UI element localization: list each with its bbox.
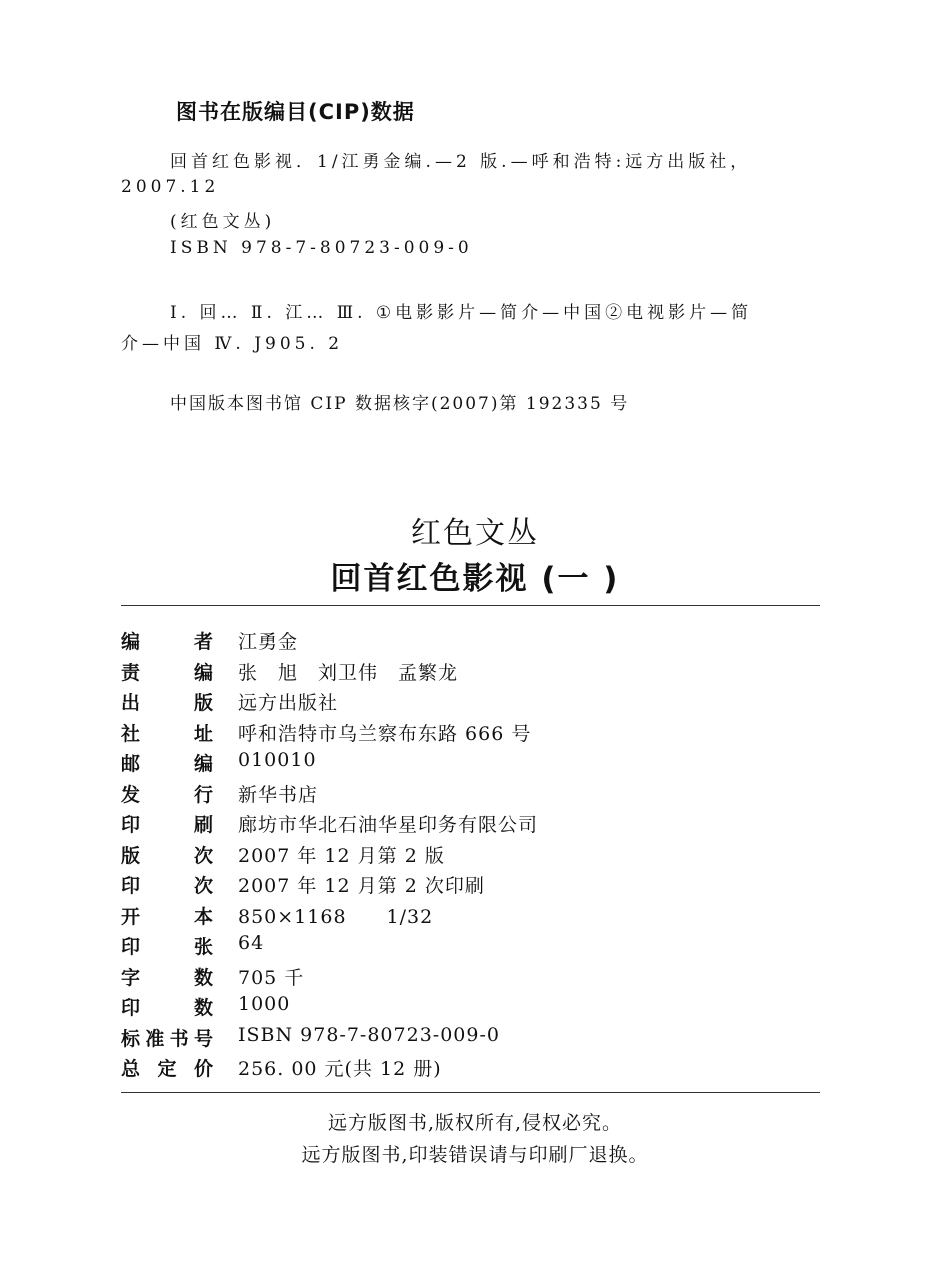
info-label: 编 者 — [121, 631, 213, 653]
info-value: 705 千 — [238, 966, 305, 989]
copyright-notice: 远方版图书,版权所有,侵权必究。 — [327, 1112, 623, 1134]
info-label: 印 张 — [121, 936, 213, 958]
info-row — [121, 688, 820, 718]
info-row — [121, 627, 820, 657]
cip-line-isbn: ISBN 978-7-80723-009-0 — [170, 238, 473, 258]
info-row — [121, 719, 820, 749]
cip-heading: 图书在版编目(CIP)数据 — [176, 100, 415, 124]
book-title: 回首红色影视 (一 ) — [330, 561, 620, 597]
info-label: 印 刷 — [121, 814, 213, 836]
info-label: 印 数 — [121, 997, 213, 1019]
info-value: 廊坊市华北石油华星印务有限公司 — [238, 814, 539, 836]
info-row — [121, 1054, 820, 1084]
info-value: 850×1168 1/32 — [238, 905, 434, 928]
divider-top — [121, 605, 820, 606]
cip-line-title: 回首红色影视．1/江勇金编.—2 版.—呼和浩特:远方出版社， — [170, 152, 752, 172]
info-value: 256. 00 元(共 12 册) — [238, 1058, 442, 1080]
info-value: 远方出版社 — [238, 692, 339, 714]
info-value: 1000 — [238, 993, 291, 1015]
info-value: 呼和浩特市乌兰察布东路 666 号 — [238, 722, 532, 745]
info-label: 出 版 — [121, 692, 213, 714]
info-row — [121, 780, 820, 810]
info-label: 标 准 书 号 — [121, 1027, 213, 1050]
info-value: 张 旭 刘卫伟 孟繁龙 — [238, 661, 459, 684]
info-value: 64 — [238, 932, 265, 954]
info-row — [121, 1024, 820, 1054]
info-value: 新华书店 — [238, 783, 319, 806]
info-row — [121, 993, 820, 1023]
info-label: 责 编 — [121, 661, 213, 684]
series-title: 红色文丛 — [411, 516, 539, 551]
info-value: 江勇金 — [238, 631, 299, 653]
cip-line-series: (红色文丛) — [170, 212, 276, 232]
info-row — [121, 902, 820, 932]
info-row — [121, 871, 820, 901]
divider-bottom — [121, 1092, 820, 1093]
info-value: 010010 — [238, 749, 317, 771]
info-value: ISBN 978-7-80723-009-0 — [238, 1023, 500, 1046]
info-label: 版 次 — [121, 844, 213, 867]
cip-line-date: 2007.12 — [121, 177, 220, 197]
info-row — [121, 749, 820, 779]
info-row — [121, 841, 820, 871]
info-label: 开 本 — [121, 905, 213, 928]
info-row — [121, 963, 820, 993]
info-value: 2007 年 12 月第 2 版 — [238, 844, 445, 867]
info-label: 字 数 — [121, 966, 213, 989]
info-label: 邮 编 — [121, 753, 213, 775]
cip-line-subjects-cont: 介—中国 Ⅳ. J905. 2 — [121, 334, 344, 354]
info-label: 社 址 — [121, 722, 213, 745]
cip-record-number: 中国版本图书馆 CIP 数据核字(2007)第 192335 号 — [170, 394, 630, 414]
info-label: 发 行 — [121, 783, 213, 806]
replacement-notice: 远方版图书,印装错误请与印刷厂退换。 — [301, 1144, 649, 1166]
info-label: 印 次 — [121, 875, 213, 897]
info-row — [121, 932, 820, 962]
info-label: 总 定 价 — [121, 1058, 213, 1080]
info-row — [121, 658, 820, 688]
info-row — [121, 810, 820, 840]
cip-line-subjects: Ⅰ. 回… Ⅱ. 江… Ⅲ. ①电影影片—简介—中国②电视影片—简 — [170, 303, 753, 323]
info-value: 2007 年 12 月第 2 次印刷 — [238, 875, 485, 897]
